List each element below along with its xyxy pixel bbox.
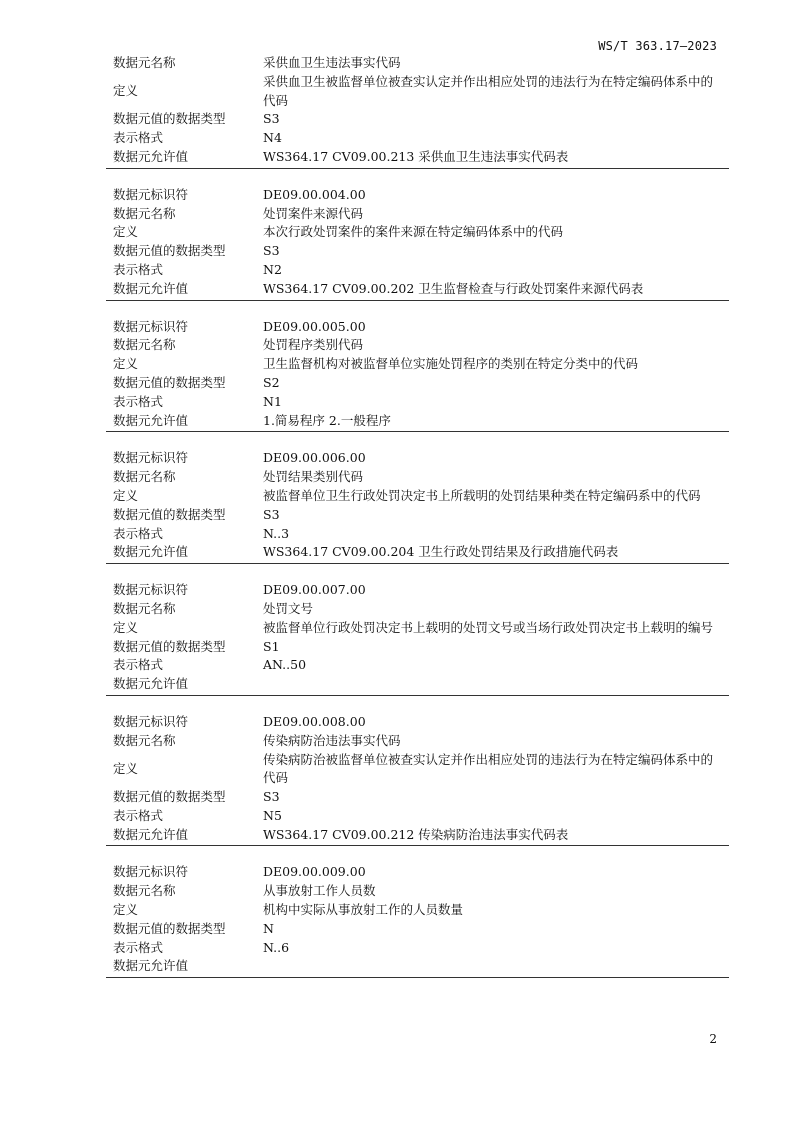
entry-row bbox=[106, 788, 729, 807]
entry-row bbox=[106, 280, 729, 299]
field-value: 1.简易程序 2.一般程序 bbox=[263, 412, 391, 428]
entry-row bbox=[106, 449, 729, 468]
entry-row bbox=[106, 807, 729, 826]
entry-row bbox=[106, 374, 729, 393]
field-value: 机构中实际从事放射工作的人员数量 bbox=[263, 902, 464, 918]
field-label: 数据元标识符 bbox=[113, 713, 189, 729]
field-value: S3 bbox=[263, 243, 280, 259]
field-value: WS364.17 CV09.00.212 传染病防治违法事实代码表 bbox=[263, 826, 569, 842]
entry-row bbox=[106, 468, 729, 487]
field-value: N bbox=[263, 920, 274, 936]
field-label: 定义 bbox=[113, 760, 139, 776]
field-label: 表示格式 bbox=[113, 261, 164, 277]
entry-row bbox=[106, 318, 729, 337]
field-label: 数据元标识符 bbox=[113, 450, 189, 466]
field-label: 定义 bbox=[113, 224, 139, 240]
entry-row bbox=[106, 543, 729, 562]
field-value: N4 bbox=[263, 130, 282, 146]
entry-row bbox=[106, 261, 729, 280]
field-value: 从事放射工作人员数 bbox=[263, 883, 376, 899]
entry-row bbox=[106, 826, 729, 845]
field-label: 数据元标识符 bbox=[113, 318, 189, 334]
entry-row bbox=[106, 205, 729, 224]
field-label: 数据元允许值 bbox=[113, 826, 189, 842]
field-value: 被监督单位卫生行政处罚决定书上所载明的处罚结果种类在特定编码系中的代码 bbox=[263, 487, 701, 503]
entry-row bbox=[106, 581, 729, 600]
field-value: DE09.00.006.00 bbox=[263, 450, 366, 466]
entry-row bbox=[106, 882, 729, 901]
field-value: DE09.00.004.00 bbox=[263, 186, 366, 202]
field-label: 数据元值的数据类型 bbox=[113, 374, 226, 390]
field-value: AN..50 bbox=[263, 657, 307, 673]
entry-row bbox=[106, 920, 729, 939]
field-label: 数据元值的数据类型 bbox=[113, 920, 226, 936]
entry-row bbox=[106, 600, 729, 619]
field-label: 数据元值的数据类型 bbox=[113, 111, 226, 127]
field-value: 处罚文号 bbox=[263, 600, 314, 616]
data-element-entry bbox=[106, 54, 729, 169]
field-label: 表示格式 bbox=[113, 393, 164, 409]
field-value: 传染病防治被监督单位被查实认定并作出相应处罚的违法行为在特定编码体系中的代码 bbox=[263, 751, 714, 786]
field-value: DE09.00.008.00 bbox=[263, 713, 366, 729]
entry-row bbox=[106, 525, 729, 544]
field-value: 卫生监督机构对被监督单位实施处罚程序的类别在特定分类中的代码 bbox=[263, 356, 639, 372]
entry-row bbox=[106, 73, 729, 111]
field-value: N..3 bbox=[263, 525, 290, 541]
field-label: 表示格式 bbox=[113, 525, 164, 541]
field-label: 数据元标识符 bbox=[113, 582, 189, 598]
field-label: 数据元标识符 bbox=[113, 864, 189, 880]
entry-row bbox=[106, 751, 729, 789]
field-label: 数据元允许值 bbox=[113, 280, 189, 296]
field-label: 数据元允许值 bbox=[113, 544, 189, 560]
entry-row bbox=[106, 638, 729, 657]
field-value: N2 bbox=[263, 261, 282, 277]
field-value: 处罚程序类别代码 bbox=[263, 337, 364, 353]
field-label: 表示格式 bbox=[113, 130, 164, 146]
entry-row bbox=[106, 54, 729, 73]
entry-row bbox=[106, 901, 729, 920]
entry-row bbox=[106, 148, 729, 167]
field-value: WS364.17 CV09.00.213 采供血卫生违法事实代码表 bbox=[263, 148, 569, 164]
field-label: 定义 bbox=[113, 83, 139, 99]
field-value: S1 bbox=[263, 638, 280, 654]
field-value: DE09.00.007.00 bbox=[263, 582, 366, 598]
data-element-entry bbox=[106, 318, 729, 433]
document-code: WS/T 363.17—2023 bbox=[598, 39, 717, 53]
field-value: WS364.17 CV09.00.202 卫生监督检查与行政处罚案件来源代码表 bbox=[263, 280, 644, 296]
data-element-entry bbox=[106, 713, 729, 847]
field-label: 数据元名称 bbox=[113, 205, 176, 221]
field-value: 本次行政处罚案件的案件来源在特定编码体系中的代码 bbox=[263, 224, 564, 240]
data-element-list bbox=[106, 54, 729, 995]
field-label: 数据元允许值 bbox=[113, 148, 189, 164]
entry-row bbox=[106, 110, 729, 129]
field-value: DE09.00.009.00 bbox=[263, 864, 366, 880]
field-value: WS364.17 CV09.00.204 卫生行政处罚结果及行政措施代码表 bbox=[263, 544, 619, 560]
field-label: 表示格式 bbox=[113, 657, 164, 673]
field-value: 处罚案件来源代码 bbox=[263, 205, 364, 221]
entry-row bbox=[106, 506, 729, 525]
entry-row bbox=[106, 675, 729, 694]
field-label: 数据元名称 bbox=[113, 55, 176, 70]
field-label: 数据元值的数据类型 bbox=[113, 789, 226, 805]
field-value: S3 bbox=[263, 789, 280, 805]
entry-row bbox=[106, 732, 729, 751]
field-label: 数据元名称 bbox=[113, 337, 176, 353]
entry-row bbox=[106, 619, 729, 638]
field-value: S3 bbox=[263, 111, 280, 127]
data-element-entry bbox=[106, 449, 729, 564]
field-value: S3 bbox=[263, 506, 280, 522]
entry-row bbox=[106, 487, 729, 506]
entry-row bbox=[106, 355, 729, 374]
field-label: 数据元值的数据类型 bbox=[113, 243, 226, 259]
entry-row bbox=[106, 393, 729, 412]
field-value: 处罚结果类别代码 bbox=[263, 469, 364, 485]
data-element-entry bbox=[106, 863, 729, 978]
field-label: 数据元名称 bbox=[113, 600, 176, 616]
field-value: 采供血卫生违法事实代码 bbox=[263, 55, 401, 70]
entry-row bbox=[106, 223, 729, 242]
entry-row bbox=[106, 336, 729, 355]
field-label: 定义 bbox=[113, 487, 139, 503]
field-label: 数据元值的数据类型 bbox=[113, 638, 226, 654]
field-value: N1 bbox=[263, 393, 282, 409]
entry-row bbox=[106, 186, 729, 205]
field-value: 被监督单位行政处罚决定书上载明的处罚文号或当场行政处罚决定书上载明的编号 bbox=[263, 619, 714, 635]
data-element-entry bbox=[106, 186, 729, 301]
field-value: DE09.00.005.00 bbox=[263, 318, 366, 334]
field-label: 数据元允许值 bbox=[113, 958, 189, 974]
entry-row bbox=[106, 863, 729, 882]
page-number: 2 bbox=[709, 1032, 717, 1046]
field-label: 定义 bbox=[113, 902, 139, 918]
entry-row bbox=[106, 129, 729, 148]
entry-row bbox=[106, 713, 729, 732]
field-label: 数据元名称 bbox=[113, 883, 176, 899]
entry-row bbox=[106, 242, 729, 261]
field-label: 定义 bbox=[113, 356, 139, 372]
field-value: N..6 bbox=[263, 939, 290, 955]
field-label: 定义 bbox=[113, 619, 139, 635]
entry-row bbox=[106, 656, 729, 675]
entry-row bbox=[106, 412, 729, 431]
field-label: 数据元名称 bbox=[113, 469, 176, 485]
entry-row bbox=[106, 939, 729, 958]
data-element-entry bbox=[106, 581, 729, 696]
field-label: 表示格式 bbox=[113, 807, 164, 823]
field-label: 数据元标识符 bbox=[113, 186, 189, 202]
field-label: 数据元允许值 bbox=[113, 676, 189, 692]
field-value: 传染病防治违法事实代码 bbox=[263, 732, 401, 748]
field-value: 采供血卫生被监督单位被查实认定并作出相应处罚的违法行为在特定编码体系中的代码 bbox=[263, 73, 714, 108]
entry-row bbox=[106, 957, 729, 976]
field-value: N5 bbox=[263, 807, 282, 823]
field-value: S2 bbox=[263, 374, 280, 390]
field-label: 数据元允许值 bbox=[113, 412, 189, 428]
field-label: 数据元值的数据类型 bbox=[113, 506, 226, 522]
field-label: 数据元名称 bbox=[113, 732, 176, 748]
field-label: 表示格式 bbox=[113, 939, 164, 955]
